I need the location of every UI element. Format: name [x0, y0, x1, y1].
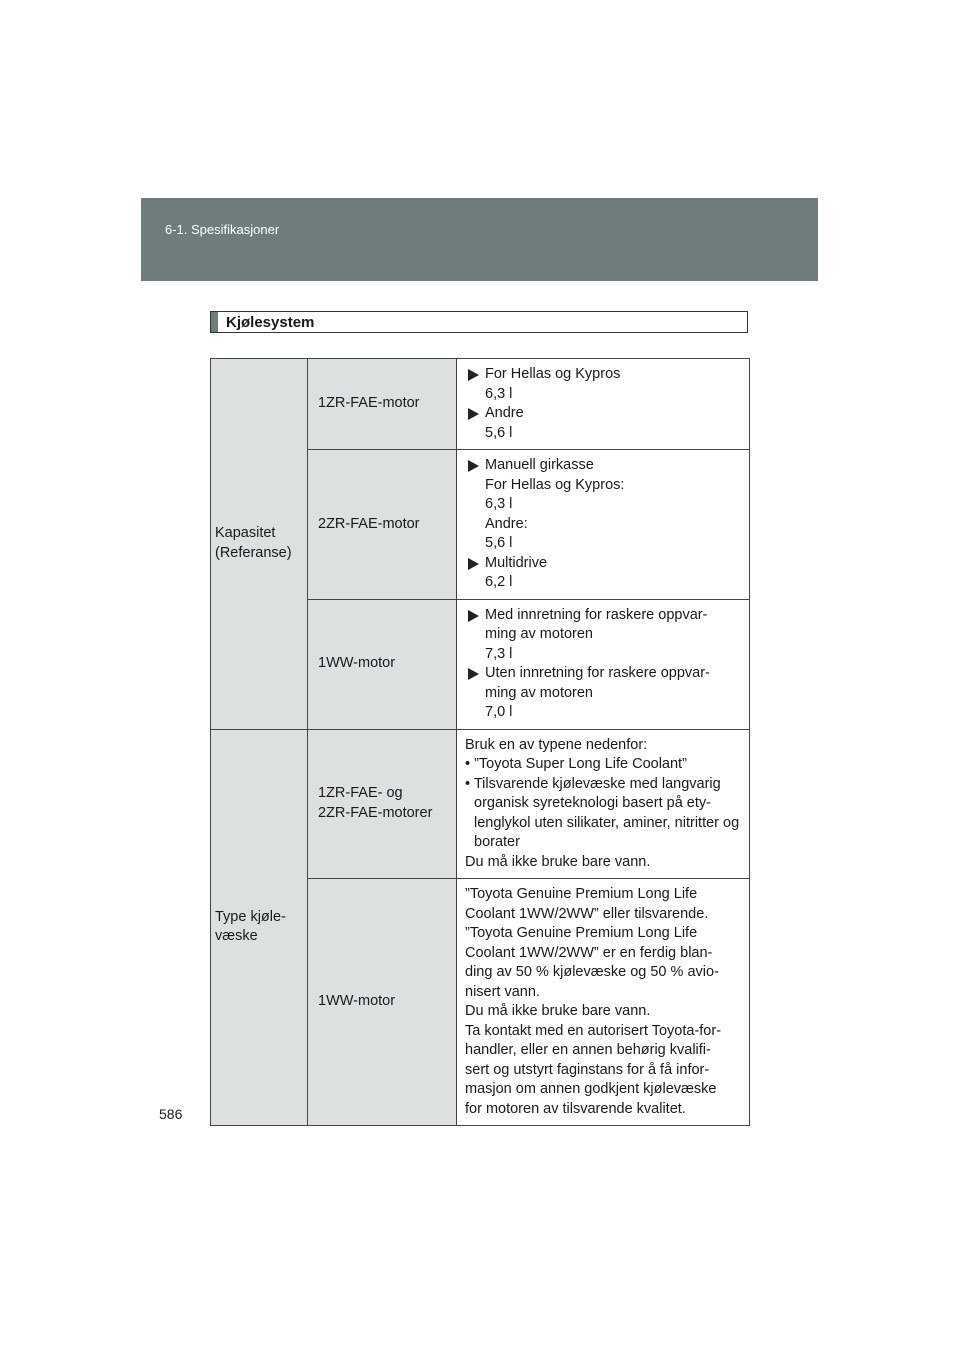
engine-cell	[308, 879, 457, 1126]
triangle-bullet-icon	[468, 558, 479, 570]
triangle-bullet-icon	[468, 668, 479, 680]
value-text: ming av motoren	[485, 626, 593, 642]
value-cell	[457, 879, 750, 1126]
header-band	[141, 198, 818, 281]
list-item	[465, 404, 741, 424]
capacity-label-cell	[211, 359, 308, 730]
value-text: 7,3 l	[485, 645, 513, 662]
table-row	[211, 359, 750, 450]
value-text: 6,3 l	[485, 385, 513, 402]
bullet-text: Med innretning for raskere oppvar-	[485, 606, 708, 623]
triangle-bullet-icon	[468, 460, 479, 472]
value-cell	[457, 599, 750, 729]
capacity-label: Kapasitet (Referanse)	[215, 525, 292, 561]
engine-label: 1ZR-FAE- og 2ZR-FAE-motorer	[318, 785, 433, 821]
bullet-text: Andre	[485, 405, 524, 421]
value-text: For Hellas og Kypros:	[485, 476, 625, 493]
list-item	[465, 664, 741, 684]
coolant-type-label: Type kjøle- væske	[215, 908, 286, 945]
value-text: 6,2 l	[485, 574, 513, 590]
engine-label: 1WW-motor	[318, 655, 396, 672]
engine-cell	[308, 450, 457, 600]
coolant-spec-table	[210, 358, 750, 1126]
value-cell	[457, 359, 750, 450]
engine-cell	[308, 359, 457, 450]
value-text: 7,0 l	[485, 704, 513, 720]
list-item	[465, 606, 741, 626]
bullet-text: For Hellas og Kypros	[485, 366, 621, 382]
value-cell	[457, 729, 750, 879]
engine-cell	[308, 599, 457, 729]
bullet-text: Uten innretning for raskere oppvar-	[485, 665, 710, 681]
triangle-bullet-icon	[468, 408, 479, 420]
value-text: 5,6 l	[485, 535, 513, 551]
triangle-bullet-icon	[468, 369, 479, 381]
list-item	[465, 554, 741, 574]
section-title-box	[210, 311, 748, 333]
section-title: Kjølesystem	[226, 313, 315, 331]
value-text: ming av motoren	[485, 684, 593, 701]
title-accent-bar	[211, 312, 218, 332]
engine-label: 1ZR-FAE-motor	[318, 395, 420, 412]
engine-cell	[308, 729, 457, 879]
coolant-description: ”Toyota Genuine Premium Long Life Coolant 1WW/2WW” eller tilsvarende. ”Toyota Genuine Premium Long Life Coolant 1WW/2WW” er en ferdig blan- ding av 50 % kjølevæske og 50 % avio- nisert vann. Du må ikke bruke bare vann. Ta kontakt med en autorisert Toyota-for- handler, eller en annen behørig kvalifi- sert og utstyrt faginstans for å få infor- masjon om annen godkjent kjølevæske for motoren av tilsvarende kvalitet.	[465, 886, 722, 1117]
value-cell	[457, 450, 750, 600]
coolant-type-label-cell	[211, 729, 308, 1126]
bullet-text: Manuell girkasse	[485, 457, 594, 473]
bullet-text: Multidrive	[485, 554, 548, 571]
value-text: Andre:	[485, 515, 528, 532]
warning-text: Du må ikke bruke bare vann.	[465, 853, 651, 870]
engine-label: 1WW-motor	[318, 993, 396, 1010]
list-item: • ”Toyota Super Long Life Coolant”	[465, 756, 687, 772]
list-item	[465, 365, 741, 385]
table-row	[211, 729, 750, 879]
section-label: 6-1. Spesifikasjoner	[165, 222, 280, 237]
page-number: 586	[159, 1106, 183, 1122]
value-text: 6,3 l	[485, 496, 513, 512]
engine-label: 2ZR-FAE-motor	[318, 515, 420, 532]
intro-text: Bruk en av typene nedenfor:	[465, 736, 648, 753]
triangle-bullet-icon	[468, 610, 479, 622]
list-item	[465, 456, 741, 476]
list-item: • Tilsvarende kjølevæske med langvarig organisk syreteknologi basert på ety- lenglykol uten silikater, aminer, nitritter og borater	[465, 775, 740, 850]
value-text: 5,6 l	[485, 424, 513, 441]
